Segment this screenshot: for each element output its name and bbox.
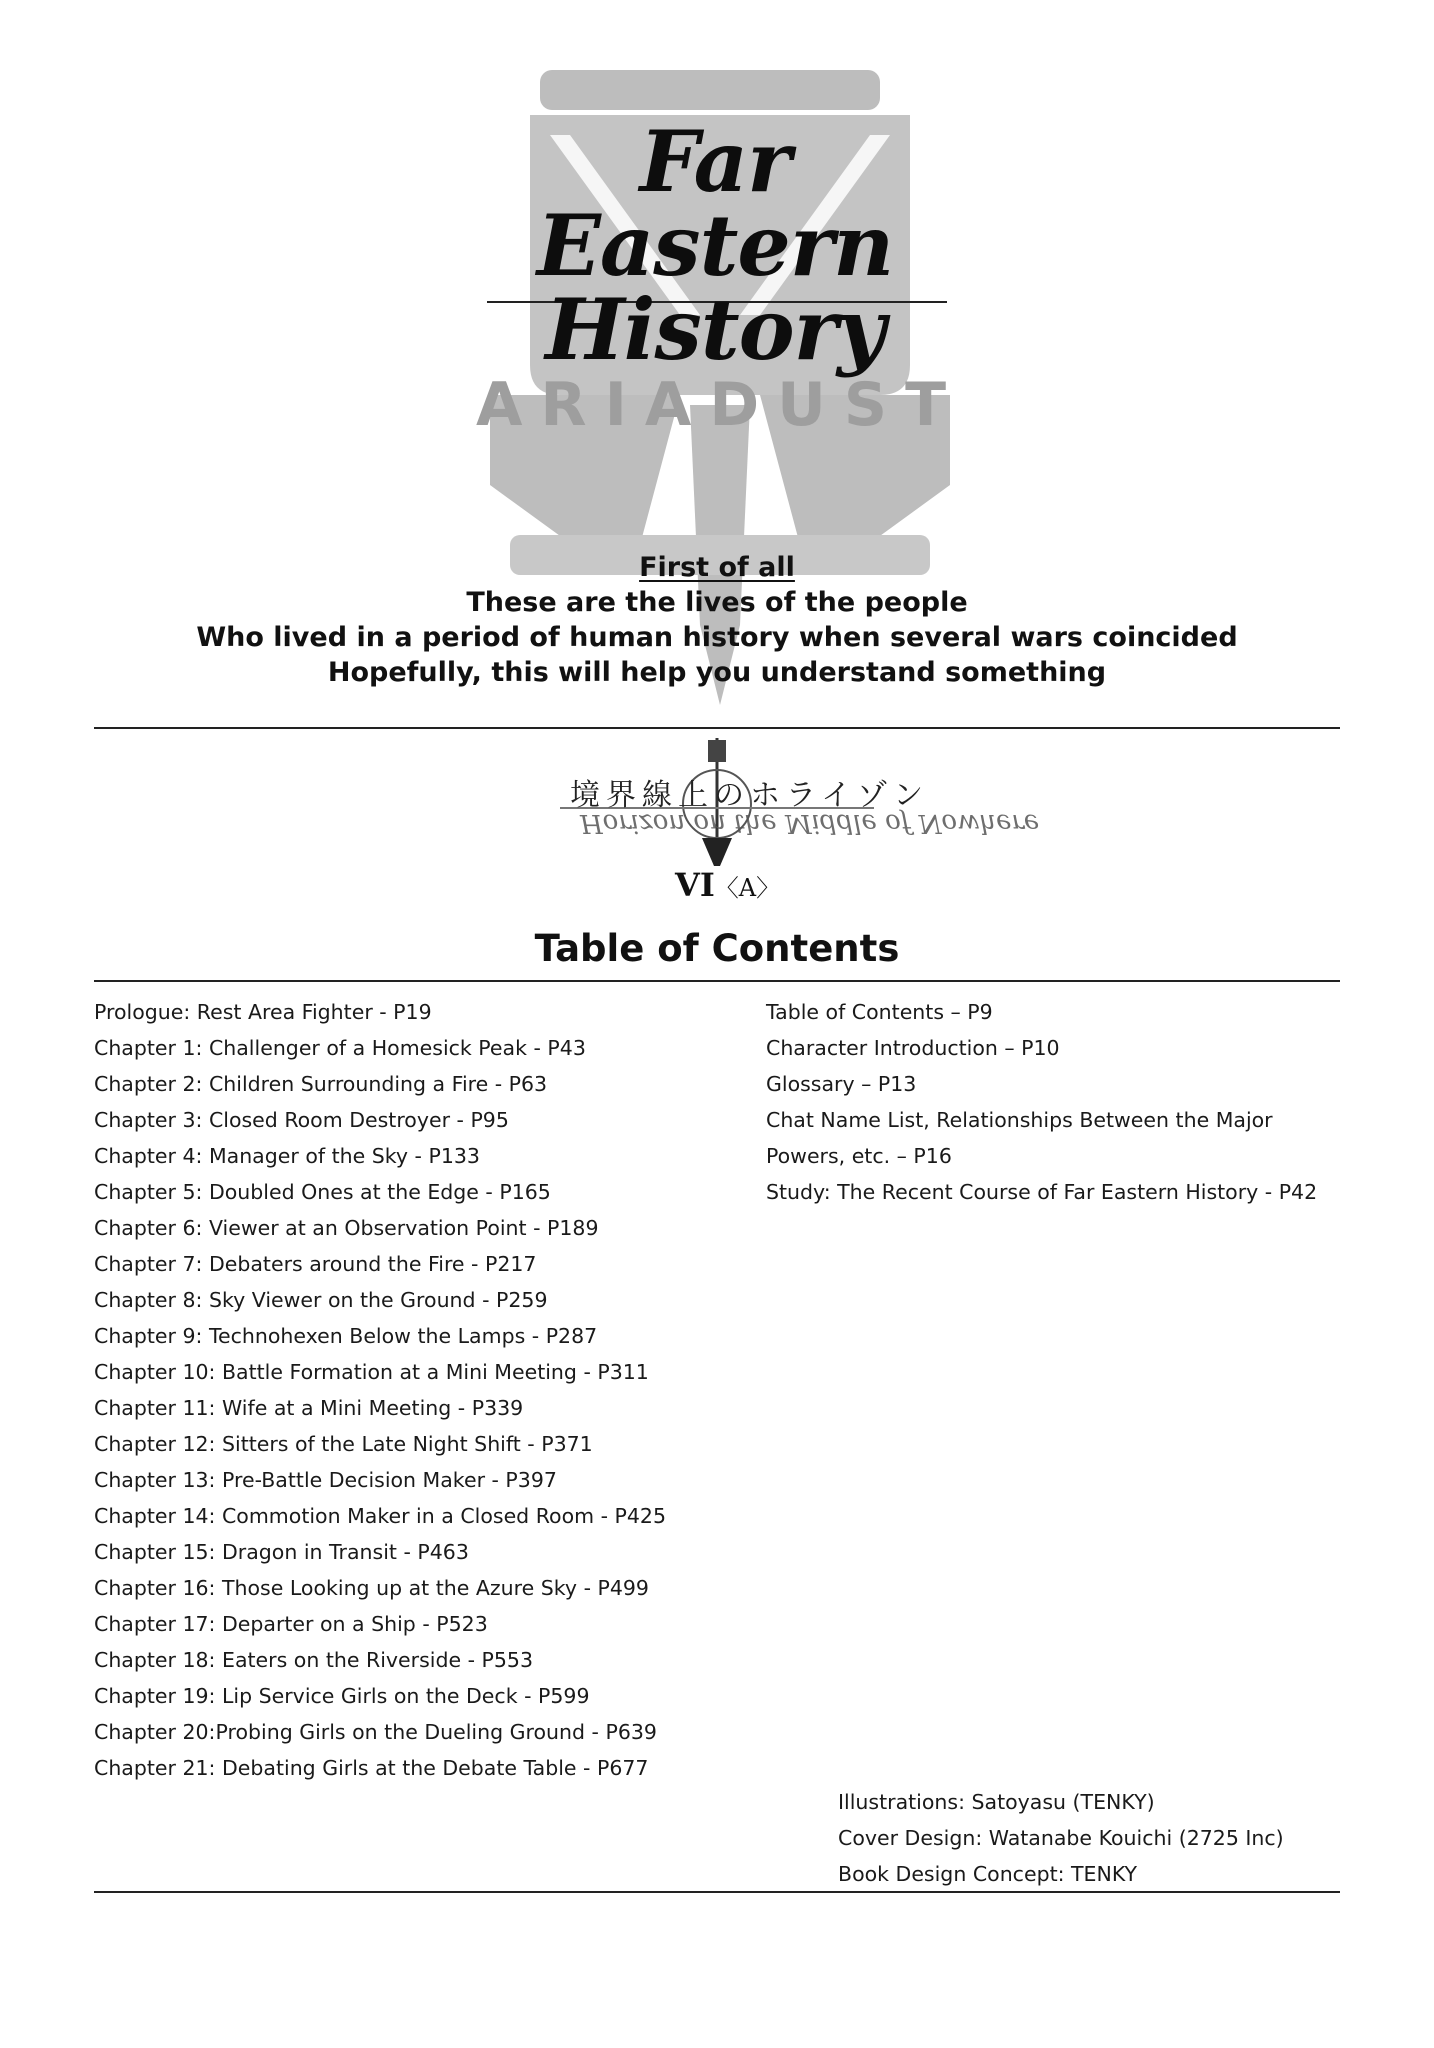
divider-top: [94, 727, 1340, 729]
toc-entry: Chapter 16: Those Looking up at the Azure Sky - P499: [94, 1576, 649, 1600]
toc-entry: Chapter 4: Manager of the Sky - P133: [94, 1144, 480, 1168]
toc-entry: Chapter 12: Sitters of the Late Night Shift - P371: [94, 1432, 593, 1456]
logo-english: Horizon on the Middle of Nowhere: [580, 808, 1040, 838]
intro-line-1: These are the lives of the people: [466, 587, 968, 618]
divider-bottom: [94, 1891, 1340, 1893]
watermark-text: ARIADUST: [475, 370, 965, 440]
toc-heading: Table of Contents: [534, 927, 900, 970]
volume-label: [675, 866, 780, 904]
toc-chapters: [94, 994, 714, 1786]
toc-entry: Character Introduction – P10: [766, 1036, 1060, 1060]
toc-entry: Chapter 13: Pre-Battle Decision Maker - P397: [94, 1468, 557, 1492]
credit-cover-design: Cover Design: Watanabe Kouichi (2725 Inc): [838, 1826, 1284, 1850]
toc-entry: Chapter 1: Challenger of a Homesick Peak - P43: [94, 1036, 586, 1060]
credit-book-design: Book Design Concept: TENKY: [838, 1862, 1138, 1886]
toc-entry: Chapter 21: Debating Girls at the Debate Table - P677: [94, 1756, 649, 1780]
toc-entry: Chapter 2: Children Surrounding a Fire - P63: [94, 1072, 548, 1096]
toc-entry: Chat Name List, Relationships Between the Major Powers, etc. – P16: [766, 1108, 1273, 1168]
toc-entry: Chapter 10: Battle Formation at a Mini Meeting - P311: [94, 1360, 649, 1384]
intro-lead: First of all: [639, 552, 795, 583]
intro-line-2: Who lived in a period of human history when several wars coincided: [196, 622, 1238, 653]
title-line-2: History: [545, 280, 885, 379]
logo-japanese: 境界線上のホライゾン: [570, 778, 930, 813]
toc-entry: Glossary – P13: [766, 1072, 917, 1096]
intro-line-3: Hopefully, this will help you understand something: [327, 657, 1107, 688]
toc-entry: Prologue: Rest Area Fighter - P19: [94, 1000, 432, 1024]
toc-entry: Chapter 8: Sky Viewer on the Ground - P259: [94, 1288, 548, 1312]
toc-entry: Chapter 9: Technohexen Below the Lamps - P287: [94, 1324, 598, 1348]
toc-entry: Chapter 19: Lip Service Girls on the Deck - P599: [94, 1684, 590, 1708]
toc-entry: Chapter 7: Debaters around the Fire - P217: [94, 1252, 537, 1276]
toc-front-matter: [766, 994, 1356, 1210]
toc-entry: Chapter 15: Dragon in Transit - P463: [94, 1540, 469, 1564]
toc-entry: Chapter 3: Closed Room Destroyer - P95: [94, 1108, 509, 1132]
series-logo: [550, 738, 1040, 908]
toc-entry: Study: The Recent Course of Far Eastern History - P42: [766, 1180, 1318, 1204]
toc-entry: Chapter 6: Viewer at an Observation Point - P189: [94, 1216, 599, 1240]
toc-entry: Table of Contents – P9: [766, 1000, 993, 1024]
credits: [838, 1784, 1338, 1892]
divider-toc: [94, 980, 1340, 982]
intro-text: [180, 550, 1254, 690]
volume-sub: 〈A〉: [714, 874, 781, 902]
volume-number: VI: [675, 866, 715, 904]
toc-entry: Chapter 18: Eaters on the Riverside - P553: [94, 1648, 534, 1672]
toc-entry: Chapter 20:Probing Girls on the Dueling Ground - P639: [94, 1720, 657, 1744]
toc-entry: Chapter 17: Departer on a Ship - P523: [94, 1612, 488, 1636]
book-title: [460, 112, 970, 379]
credit-illustrations: Illustrations: Satoyasu (TENKY): [838, 1790, 1155, 1814]
title-line-1: Far Eastern: [536, 112, 894, 295]
toc-entry: Chapter 14: Commotion Maker in a Closed Room - P425: [94, 1504, 667, 1528]
toc-entry: Chapter 11: Wife at a Mini Meeting - P339: [94, 1396, 524, 1420]
toc-entry: Chapter 5: Doubled Ones at the Edge - P165: [94, 1180, 551, 1204]
